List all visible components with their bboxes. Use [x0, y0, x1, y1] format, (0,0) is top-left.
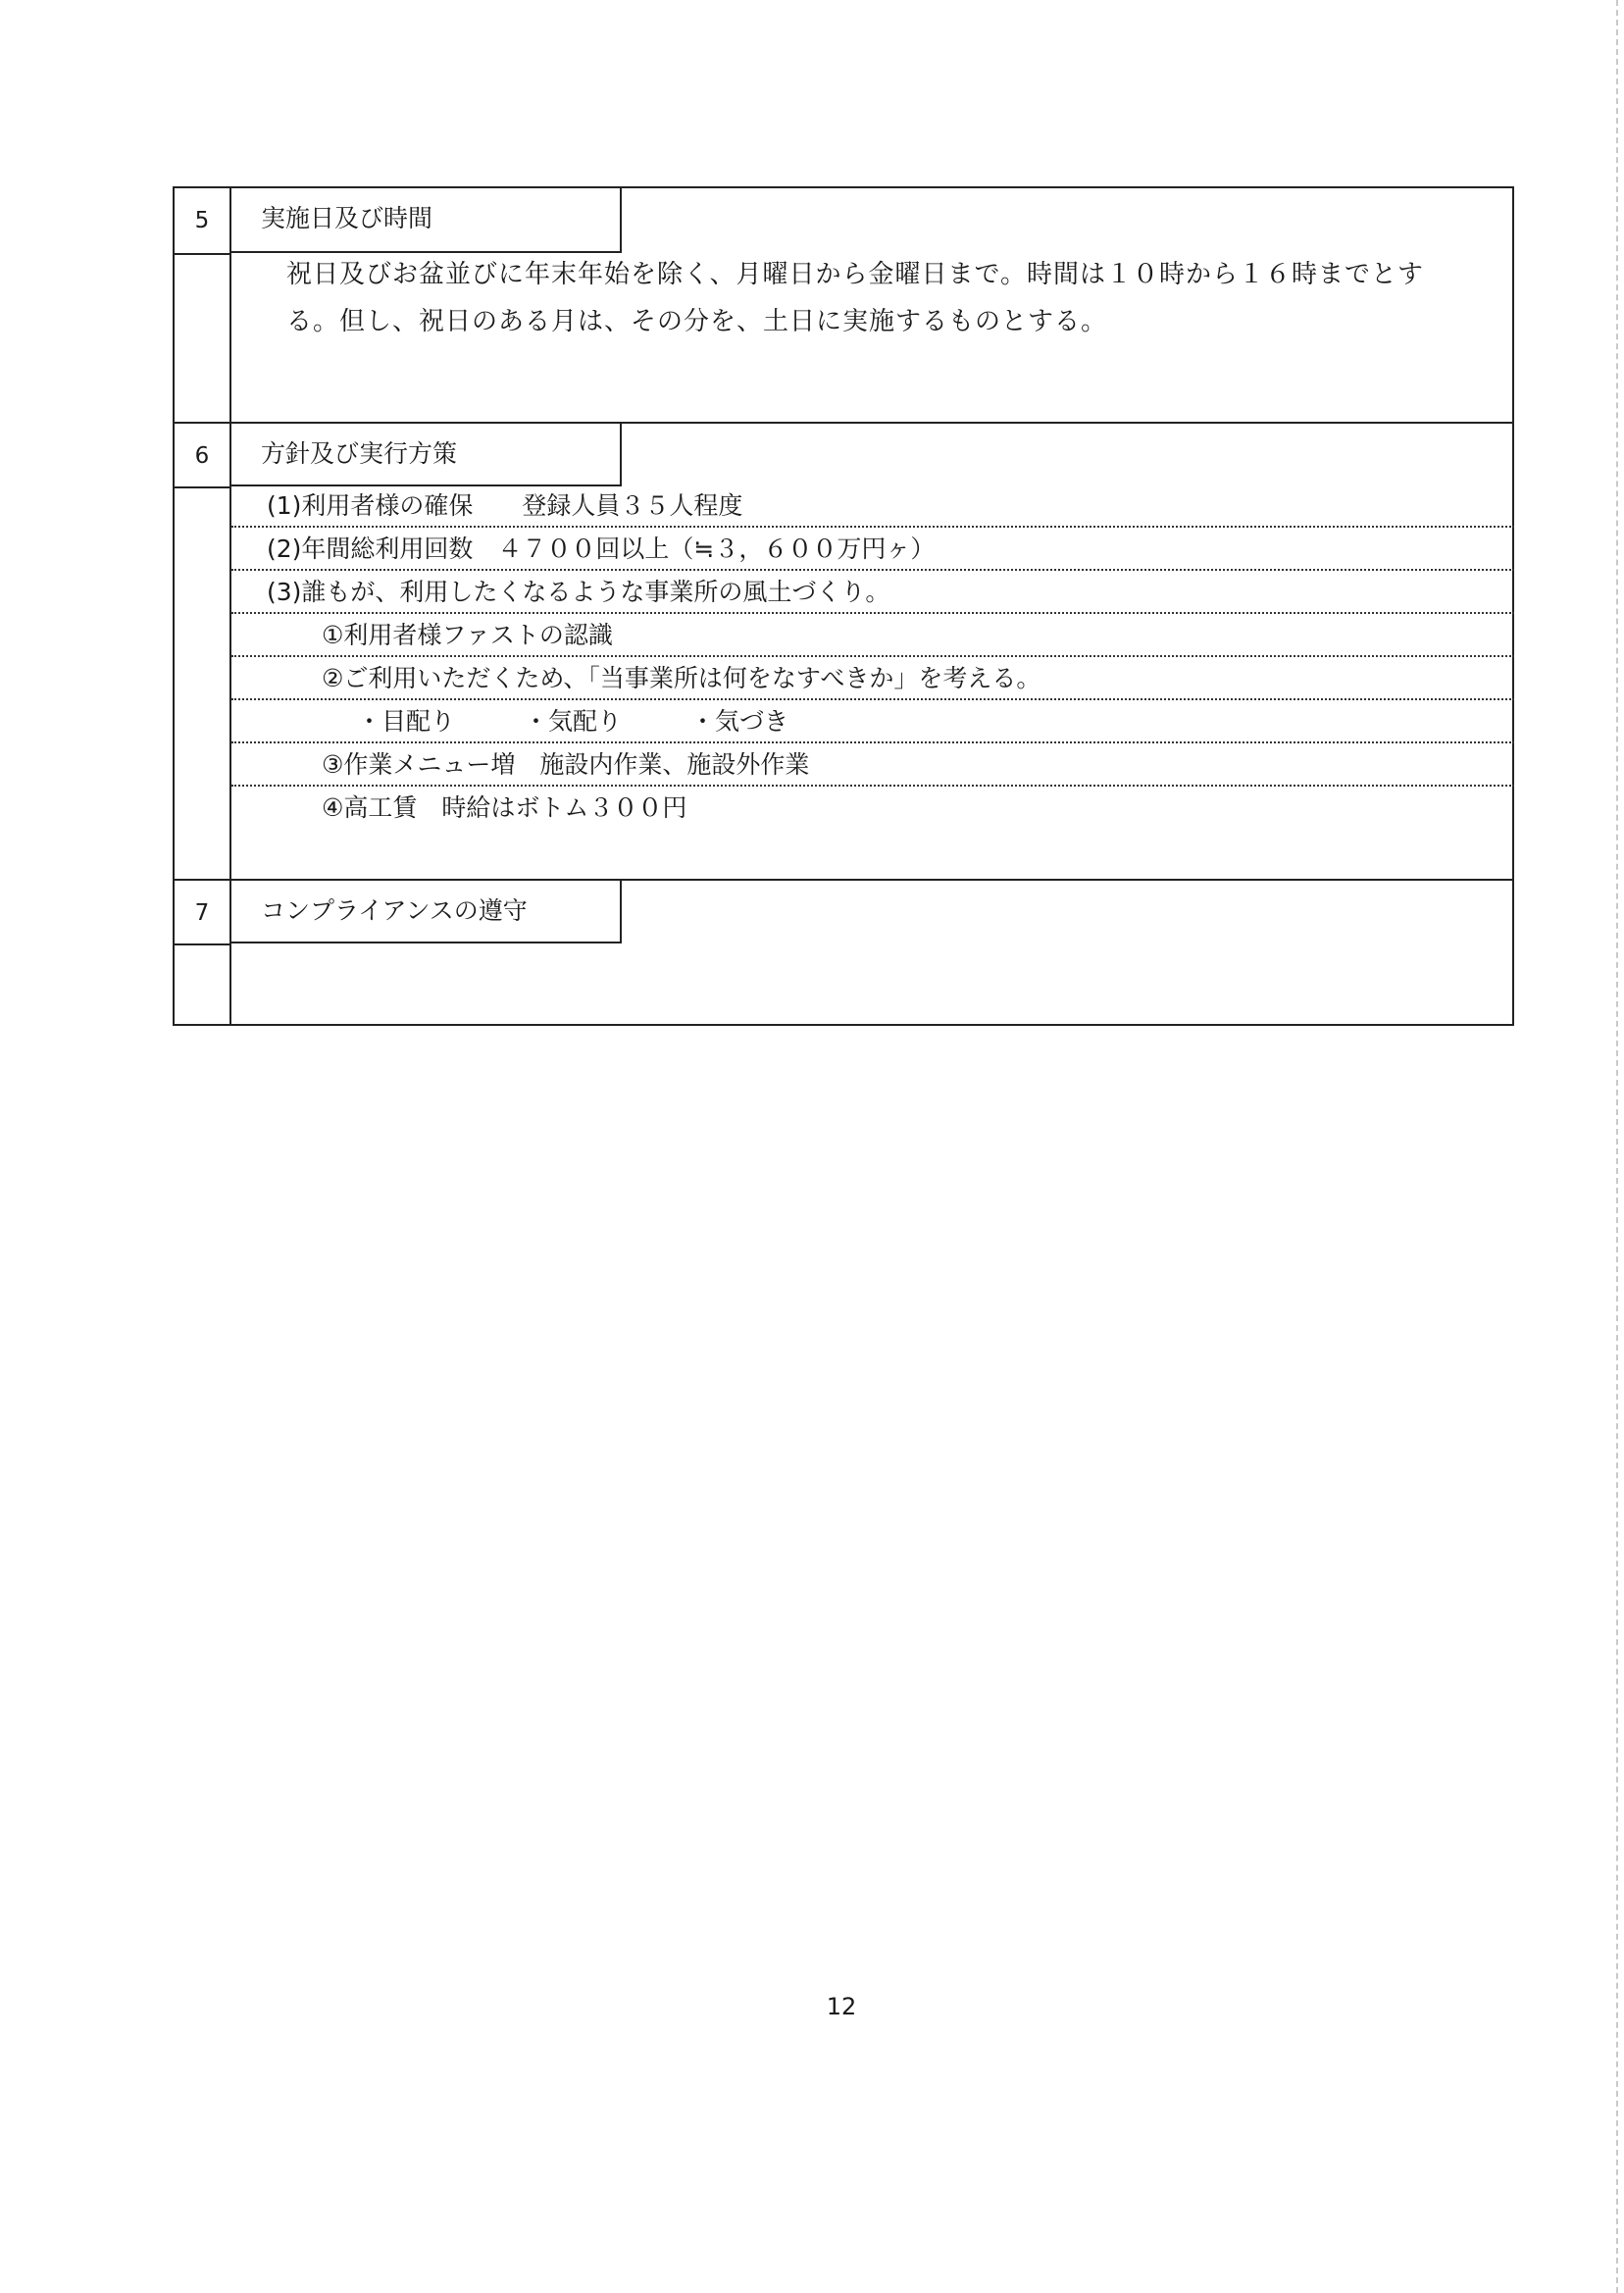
bullet-group [357, 700, 857, 743]
section-6-item-1 [231, 484, 1514, 528]
section-6-subitem-3 [231, 743, 1514, 787]
scan-edge-artifact [1616, 0, 1624, 2293]
section-6-subitem-4 [231, 787, 1514, 830]
item-text: (3)誰もが、利用したくなるような事業所の風土づくり。 [267, 578, 890, 606]
item-text: ②ご利用いただくため、「当事業所は何をなすべきか」を考える。 [322, 664, 1041, 692]
page-number: 12 [826, 1993, 857, 2020]
item-text: ③作業メニュー増 施設内作業、施設外作業 [322, 750, 810, 779]
bullet-item: ・気配り [524, 707, 623, 736]
section-6-subitem-2 [231, 657, 1514, 700]
section-6-bullet-row [231, 700, 1514, 743]
bullet-item: ・目配り [357, 707, 456, 736]
section-5-number-divider [175, 253, 229, 255]
section-5-body: 祝日及びお盆並びに年末年始を除く、月曜日から金曜日まで。時間は１０時から１６時までとする。但し、祝日のある月は、その分を、土日に実施するものとする。 [286, 260, 1424, 336]
section-7-number-divider [175, 943, 229, 945]
section-6-number: 6 [194, 443, 210, 469]
plan-table [173, 186, 1514, 1026]
section-6-item-3 [231, 571, 1514, 614]
section-6-subitem-1 [231, 614, 1514, 657]
section-6-number-divider [175, 486, 229, 488]
section-7-number: 7 [194, 900, 210, 926]
item-text: (1)利用者様の確保 登録人員３５人程度 [267, 491, 743, 520]
section-7-title: コンプライアンスの遵守 [229, 881, 622, 943]
bullet-item: ・気づき [690, 707, 789, 736]
item-text: (2)年間総利用回数 ４７００回以上（≒３，６００万円ヶ） [267, 535, 936, 563]
section-5-number: 5 [194, 208, 210, 233]
item-text: ④高工賃 時給はボトム３００円 [322, 793, 687, 822]
item-text: ①利用者様ファストの認識 [322, 621, 613, 649]
section-5-title: 実施日及び時間 [229, 188, 622, 253]
section-6-title: 方針及び実行方策 [229, 424, 622, 486]
section-6-item-2 [231, 528, 1514, 571]
